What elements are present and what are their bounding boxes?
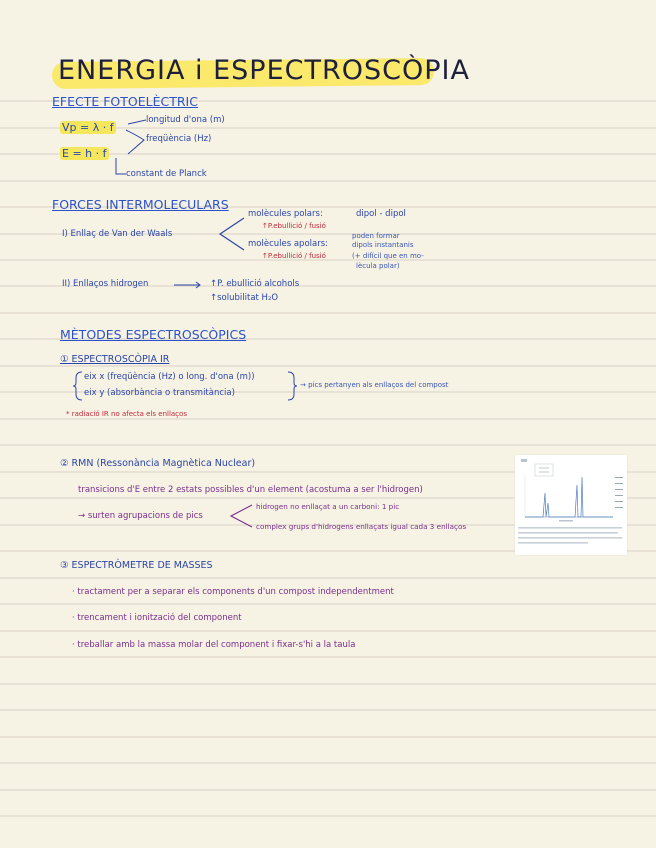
label-eix-y: eix y (absorbància o transmitància) <box>84 388 235 398</box>
section-heading-fotoelectric: EFECTE FOTOELÈCTRIC <box>52 94 198 109</box>
ir-left-brace <box>72 370 84 402</box>
vdw-brace <box>214 214 248 254</box>
rmn-brace <box>226 502 256 530</box>
equation-energy: E = h · f <box>62 147 107 160</box>
label-solubilitat: ↑solubilitat H₂O <box>210 293 279 303</box>
hidrogen-arrow <box>172 280 204 290</box>
label-pics-pertanyen: → pics pertanyen als enllaços del compost <box>300 381 449 389</box>
label-planck: constant de Planck <box>126 169 207 179</box>
section-heading-forces: FORCES INTERMOLECULARS <box>52 197 229 212</box>
label-lecula-polar: lècula polar) <box>356 262 400 270</box>
label-transicions: transicions d'E entre 2 estats possibles d'un element (acostuma a ser l'hidrogen) <box>78 485 423 495</box>
label-van-der-waals: I) Enllaç de Van der Waals <box>62 229 173 239</box>
label-frequencia: freqüència (Hz) <box>146 134 212 144</box>
label-hidrogen-no-enllacat: hidrogen no enllaçat a un carboni: 1 pic <box>256 502 400 511</box>
label-radiacio: * radiació IR no afecta els enllaços <box>66 410 187 418</box>
equation-vp: Vp = λ · f <box>62 121 114 134</box>
bullet-trencament: · trencament i ionització del component <box>72 613 242 623</box>
page-title: ENERGIA i ESPECTROSCÒPIA <box>58 55 470 86</box>
label-mes-dificil: (+ difícil que en mo- <box>352 252 424 260</box>
subheading-ir: ① ESPECTROSCÒPIA IR <box>60 354 170 365</box>
ir-right-brace <box>286 370 298 402</box>
subheading-masses: ③ ESPECTRÒMETRE DE MASSES <box>60 560 213 571</box>
label-p-ebullicio-alcohols: ↑P. ebullició alcohols <box>210 279 300 289</box>
label-dipols: dipols instantanis <box>352 241 414 249</box>
label-complex-grups: complex grups d'hidrogens enllaçats igual cada 3 enllaços <box>256 522 467 531</box>
label-polars-sub: ↑P.ebullició / fusió <box>262 222 326 230</box>
label-longitud: longitud d'ona (m) <box>146 115 225 125</box>
label-eix-x: eix x (freqüència (Hz) o long. d'ona (m)) <box>84 372 255 382</box>
label-surten-pics: → surten agrupacions de pics <box>78 511 203 521</box>
label-enllac-hidrogen: II) Enllaços hidrogen <box>62 279 149 289</box>
label-polars: molècules polars: <box>248 209 323 219</box>
subheading-rmn: ② RMN (Ressonància Magnètica Nuclear) <box>60 458 256 469</box>
nmr-spectrum-plot <box>515 455 627 555</box>
nmr-spectrum-figure <box>515 455 627 555</box>
label-apolars: molècules apolars: <box>248 239 329 249</box>
section-heading-metodes: MÈTODES ESPECTROSCÒPICS <box>60 327 247 342</box>
label-apolars-sub: ↑P.ebullició / fusió <box>262 252 326 260</box>
bullet-massa-molar: · treballar amb la massa molar del component i fixar-s'hi a la taula <box>72 640 356 650</box>
bullet-tractament: · tractament per a separar els components d'un compost independentment <box>72 587 394 597</box>
label-poden: poden formar <box>352 232 400 240</box>
label-dipol: dipol - dipol <box>356 209 406 219</box>
